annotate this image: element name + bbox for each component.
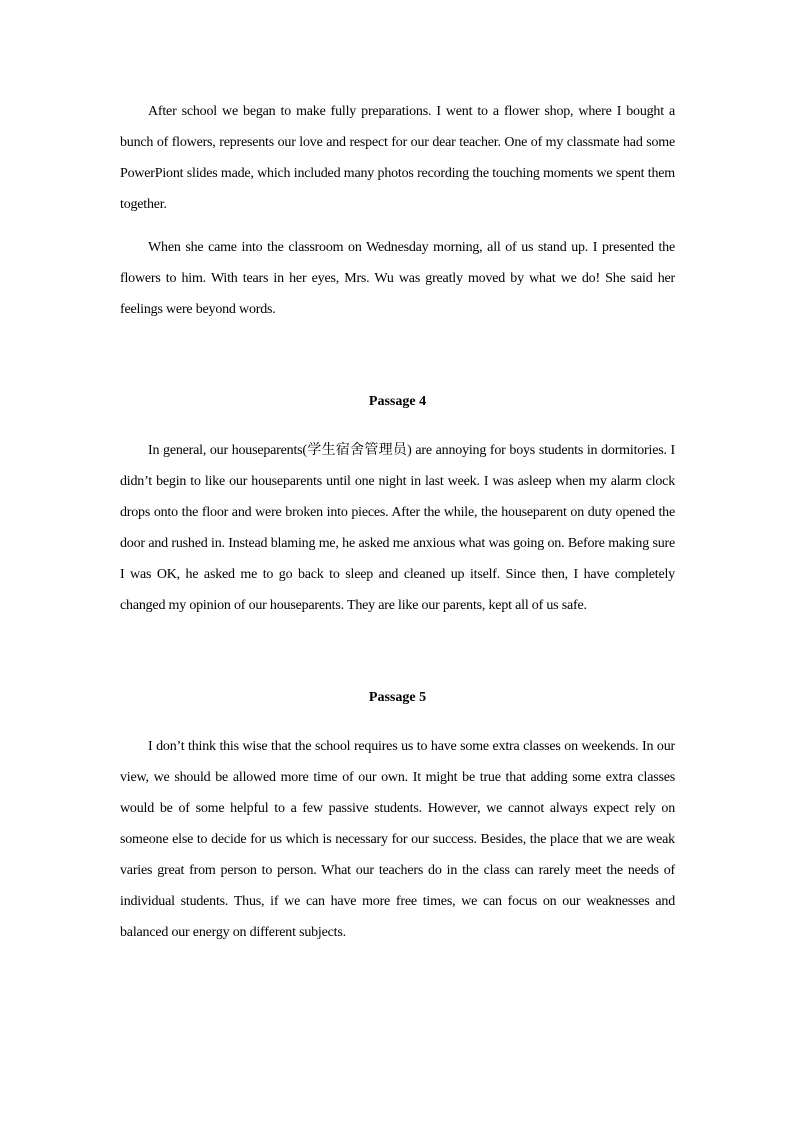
section-spacer	[120, 621, 675, 682]
paragraph-spacer	[120, 220, 675, 232]
section-spacer	[120, 325, 675, 386]
title-spacer	[120, 713, 675, 731]
passage-5-text: I don’t think this wise that the school requires us to have some extra classes on weekends. In our view, we should be allowed more time of our own. It might be true that adding some extra classes would be of some helpful to a few passive students. However, we cannot always expect rely on someone else to decide for us which is necessary for our success. Besides, the place that we are weak varies great from person to person. What our teachers do in the class can rarely meet the needs of individual students. Thus, if we can have more free times, we can focus on our weaknesses and balanced our energy on different subjects.	[120, 739, 675, 940]
passage-4-text: In general, our houseparents(学生宿舍管理员) are annoying for boys students in dormitories. I didn’t begin to like our houseparents until one night in last week. I was asleep when my alarm clock drops onto the floor and were broken into pieces. After the while, the houseparent on duty opened the door and rushed in. Instead blaming me, he asked me anxious what was going on. Before making sure I was OK, he asked me to go back to sleep and cleaned up itself. Since then, I have completely changed my opinion of our houseparents. They are like our parents, kept all of us safe.	[120, 443, 675, 613]
passage-4-title: Passage 4	[368, 394, 427, 409]
paragraph-preparations: After school we began to make fully preparations. I went to a flower shop, where I bought a bunch of flowers, represents our love and respect for our dear teacher. One of my classmate had some PowerPiont slides made, which included many photos recording the touching moments we spent them together.	[120, 104, 675, 212]
title-spacer	[120, 417, 675, 435]
document-body	[120, 96, 675, 948]
passage-5-title: Passage 5	[368, 690, 427, 705]
paragraph-classroom: When she came into the classroom on Wednesday morning, all of us stand up. I presented the flowers to him. With tears in her eyes, Mrs. Wu was greatly moved by what we do! She said her feelings were beyond words.	[120, 240, 675, 317]
